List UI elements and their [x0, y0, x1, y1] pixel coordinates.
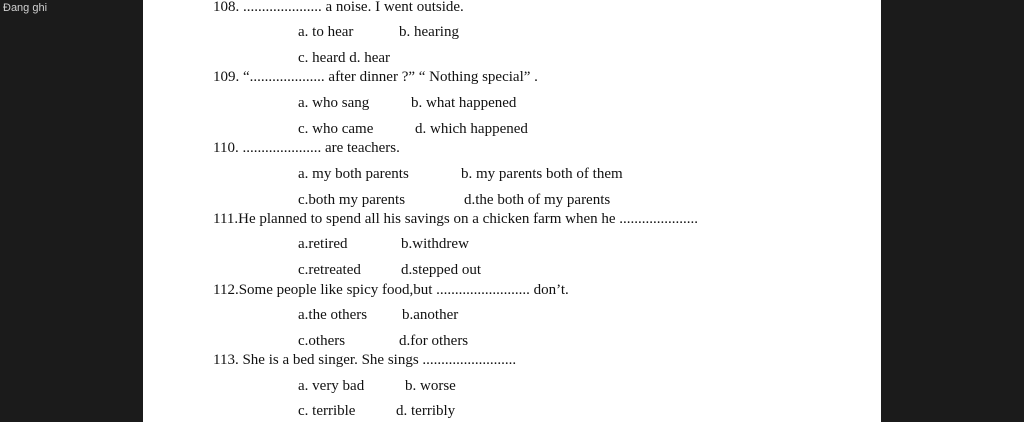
option-110-c: c.both my parents — [298, 192, 406, 208]
option-110-b: b. my parents both of them — [461, 166, 623, 182]
recording-label: Đang ghi — [3, 2, 48, 14]
option-109-c: c. who came — [298, 121, 374, 137]
option-109-b: b. what happened — [411, 95, 517, 111]
question-111: 111.He planned to spend all his savings on a chicken farm when he ..................... — [213, 211, 699, 227]
option-112-b: b.another — [402, 307, 459, 323]
option-111-a: a.retired — [298, 236, 348, 252]
document-page — [143, 0, 881, 422]
option-113-d: d. terribly — [396, 403, 456, 419]
left-panel — [0, 0, 143, 422]
option-108-cd: c. heard d. hear — [298, 50, 391, 66]
option-112-c: c.others — [298, 333, 346, 349]
question-108: 108. ..................... a noise. I went outside. — [213, 0, 464, 15]
option-111-c: c.retreated — [298, 262, 361, 278]
option-108-b: b. hearing — [399, 24, 459, 40]
option-113-b: b. worse — [405, 378, 456, 394]
option-111-d: d.stepped out — [401, 262, 481, 278]
question-113: 113. She is a bed singer. She sings ......................... — [213, 352, 517, 368]
option-112-a: a.the others — [298, 307, 368, 323]
option-110-a: a. my both parents — [298, 166, 409, 182]
option-108-a: a. to hear — [298, 24, 354, 40]
question-109: 109. “.................... after dinner ?” “ Nothing special” . — [213, 69, 538, 85]
question-112: 112.Some people like spicy food,but ......................... don’t. — [213, 282, 569, 298]
right-panel — [881, 0, 1024, 422]
option-111-b: b.withdrew — [401, 236, 469, 252]
option-110-d: d.the both of my parents — [464, 192, 611, 208]
option-113-a: a. very bad — [298, 378, 365, 394]
option-112-d: d.for others — [399, 333, 469, 349]
option-113-c: c. terrible — [298, 403, 356, 419]
option-109-a: a. who sang — [298, 95, 370, 111]
option-109-d: d. which happened — [415, 121, 528, 137]
question-110: 110. ..................... are teachers. — [213, 140, 400, 156]
